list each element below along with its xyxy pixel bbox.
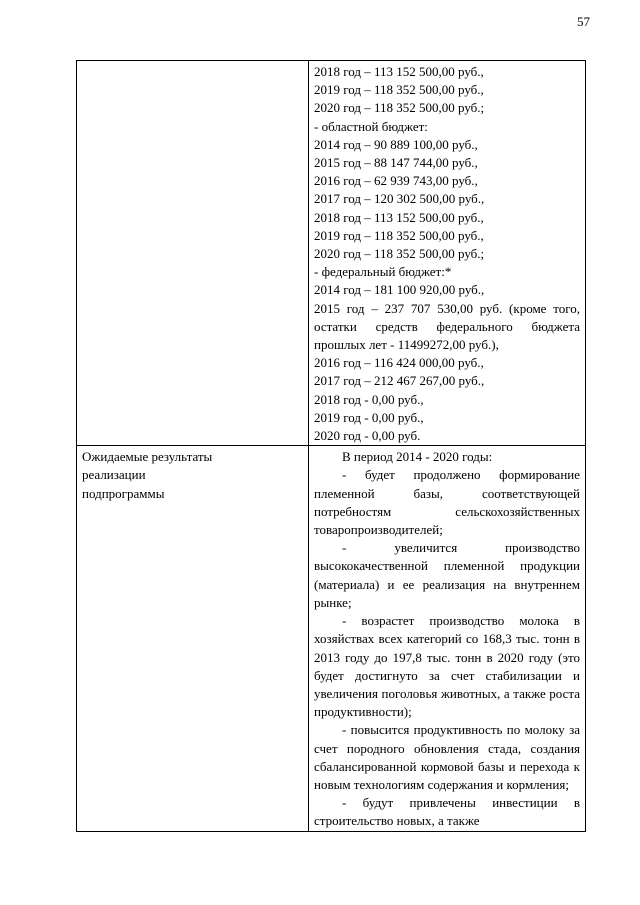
- funding-line: 2017 год – 120 302 500,00 руб.,: [314, 191, 485, 207]
- results-paragraph: - будет продолжено формирование племенной базы, соответствующей потребностям сельскохозяйственных товаропроизводителей;: [314, 467, 580, 538]
- results-paragraph: - будут привлечены инвестиции в строительство новых, а также: [314, 795, 580, 829]
- funding-label-cell: [77, 61, 309, 446]
- expected-results-label: Ожидаемые результаты: [82, 449, 213, 465]
- funding-line: 2019 год – 118 352 500,00 руб.,: [314, 227, 484, 243]
- results-paragraph: - повысится продуктивность по молоку за счет породного обновления стада, создания сбалансированной кормовой базы и перехода к новым технологиям содержания и кормления;: [314, 722, 580, 792]
- funding-line: 2014 год – 90 889 100,00 руб.,: [314, 136, 478, 152]
- expected-results-label: реализации: [82, 467, 146, 483]
- table-row-expected-results: [77, 446, 586, 831]
- results-paragraph: В период 2014 - 2020 годы:: [342, 449, 493, 465]
- funding-line: 2020 год – 118 352 500,00 руб.;: [314, 246, 485, 262]
- results-paragraph: - увеличится производство высококачественной племенной продукции (материала) и ее реализация на внутреннем рынке;: [314, 540, 580, 610]
- funding-line: 2020 год – 118 352 500,00 руб.;: [314, 100, 485, 116]
- federal-budget-heading: - федеральный бюджет:*: [314, 264, 452, 280]
- funding-line: 2018 год – 113 152 500,00 руб.,: [314, 209, 484, 225]
- regional-budget-heading: - областной бюджет:: [314, 118, 428, 134]
- funding-line: 2018 год – 113 152 500,00 руб.,: [314, 64, 484, 79]
- funding-value-cell: [309, 61, 586, 446]
- table-row-funding: [77, 61, 586, 446]
- funding-line: 2015 год – 88 147 744,00 руб.,: [314, 155, 478, 171]
- funding-paragraph-2015: 2015 год – 237 707 530,00 руб. (кроме того, остатки средств федерального бюджета прошлых лет - 11499272,00 руб.),: [314, 300, 580, 353]
- funding-line: 2014 год – 181 100 920,00 руб.,: [314, 282, 485, 298]
- funding-line: 2019 год - 0,00 руб.,: [314, 409, 424, 425]
- funding-line: 2019 год – 118 352 500,00 руб.,: [314, 82, 484, 98]
- results-paragraph: - возрастет производство молока в хозяйствах всех категорий со 168,3 тыс. тонн в 2013 году до 197,8 тыс. тонн в 2020 году (это будет достигнуто за счет стабилизации и увеличения поголовья животных, а также роста продуктивности);: [314, 613, 580, 720]
- expected-results-label-cell: [77, 446, 309, 831]
- expected-results-label: подпрограммы: [82, 485, 165, 501]
- funding-line: 2016 год – 62 939 743,00 руб.,: [314, 173, 478, 189]
- subprogram-table: [76, 60, 586, 832]
- funding-line: 2018 год - 0,00 руб.,: [314, 391, 424, 407]
- page-number: 57: [577, 14, 590, 29]
- funding-line: 2020 год - 0,00 руб.: [314, 428, 421, 444]
- expected-results-value-cell: [309, 446, 586, 831]
- funding-line: 2016 год – 116 424 000,00 руб.,: [314, 355, 484, 371]
- funding-line: 2017 год – 212 467 267,00 руб.,: [314, 373, 485, 389]
